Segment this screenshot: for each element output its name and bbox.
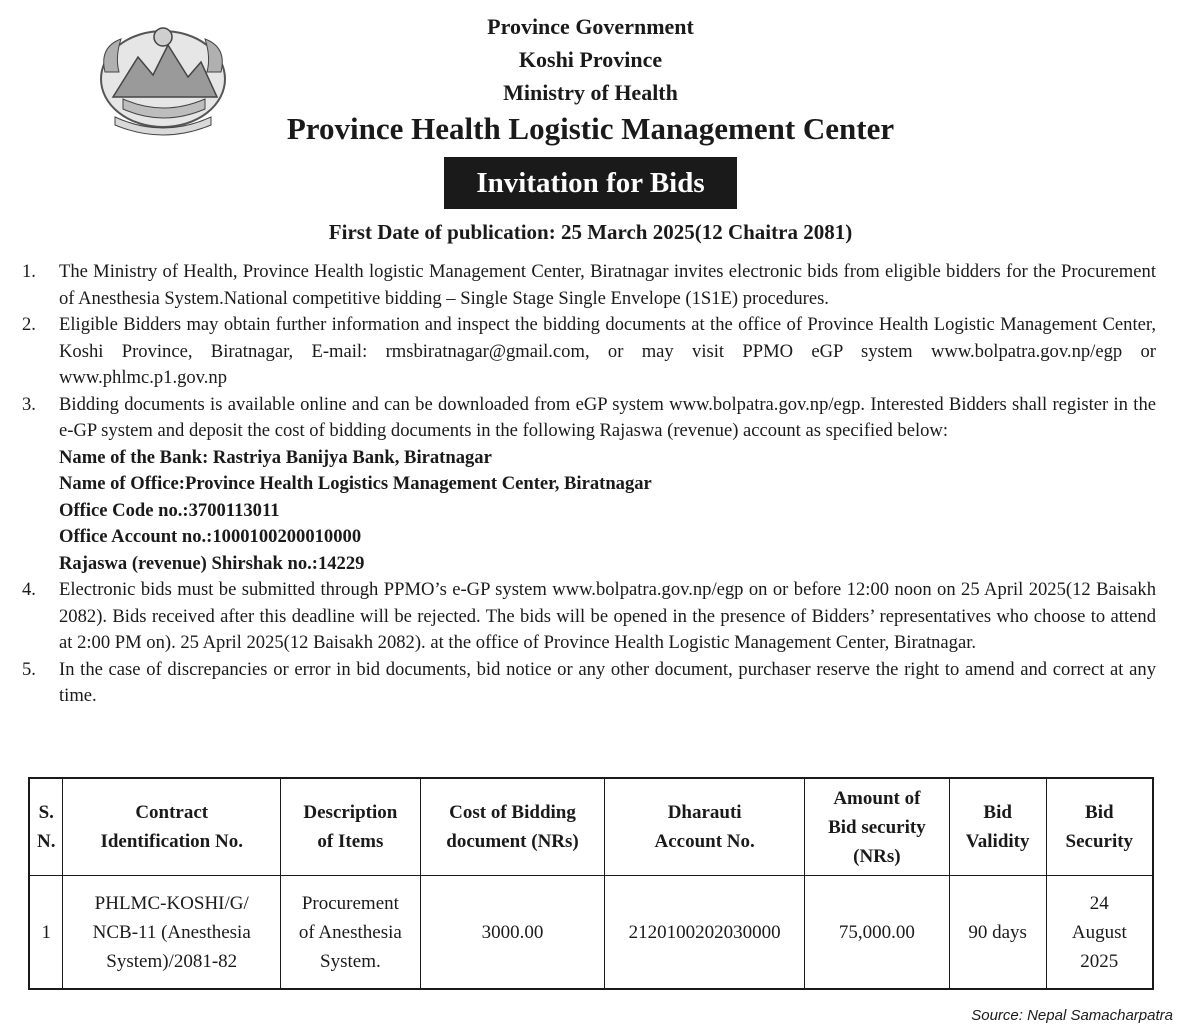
item-number: 1. — [22, 261, 36, 282]
header-sn: S. N. — [29, 778, 63, 876]
item-text: The Ministry of Health, Province Health logistic Management Center, Biratnagar invites electronic bids from eligible bidders for the Procurement of Anesthesia System.National competitive bidding – Single Stage Single Envelope (1S1E) procedures. — [59, 261, 1156, 309]
table-row — [29, 876, 1153, 990]
header-bid-security: Bid Security — [1046, 778, 1153, 876]
header-bid-validity: Bid Validity — [949, 778, 1046, 876]
header-bid-security-amount: Amount of Bid security (NRs) — [805, 778, 950, 876]
cell-sn: 1 — [29, 876, 63, 990]
koshi-province: Koshi Province — [518, 47, 663, 72]
item-number: 5. — [22, 658, 36, 680]
list-item — [22, 259, 1156, 312]
item-number: 4. — [22, 579, 36, 600]
list-item — [22, 577, 1156, 657]
publication-date: First Date of publication: 25 March 2025(12 Chaitra 2081) — [328, 220, 853, 244]
bid-table — [28, 777, 1154, 990]
cell-contract-id: PHLMC-KOSHI/G/ NCB-11 (Anesthesia System)/2081-82 — [63, 876, 280, 990]
list-item — [22, 312, 1156, 392]
item-text: Bidding documents is available online and can be downloaded from eGP system www.bolpatra.gov.np/egp. Interested Bidders shall register in the e-GP system and deposit the cost of bidding documents in the following Rajaswa (revenue) account as specified below: — [59, 393, 1156, 441]
cell-description: Procurement of Anesthesia System. — [280, 876, 420, 990]
cell-bid-validity: 90 days — [949, 876, 1046, 990]
table-header-row — [29, 778, 1153, 876]
province-government: Province Government — [487, 14, 694, 39]
revenue-shirshak: Rajaswa (revenue) Shirshak no.:14229 — [59, 552, 365, 574]
bank-name: Name of the Bank: Rastriya Banijya Bank, Biratnagar — [59, 446, 492, 468]
notice-header — [0, 10, 1181, 247]
cell-dharauti: 2120100202030000 — [605, 876, 805, 990]
list-item — [22, 392, 1156, 578]
invitation-banner: Invitation for Bids — [444, 157, 736, 209]
item-text: Eligible Bidders may obtain further information and inspect the bidding documents at the office of Province Health Logistic Management Center, Koshi Province, Biratnagar, E-mail: rmsbiratnagar@gmail.com, or may visit PPMO eGP system www.bolpatra.gov.np/egp or www.phlmc.p1.gov.np — [59, 314, 1156, 388]
item-text: Electronic bids must be submitted through PPMO’s e-GP system www.bolpatra.gov.np/egp on or before 12:00 noon on 25 April 2025(12 Baisakh 2082). Bids received after this deadline will be rejected. The bids will be opened in the presence of Bidders’ representatives who choose to attend at 2:00 PM on). 25 April 2025(12 Baisakh 2082). at the office of Province Health Logistic Management Center, Biratnagar. — [59, 579, 1156, 653]
item-number: 2. — [22, 314, 36, 335]
header-dharauti: Dharauti Account No. — [605, 778, 805, 876]
item-number: 3. — [22, 393, 36, 415]
item-text: In the case of discrepancies or error in bid documents, bid notice or any other document, purchaser reserve the right to amend and correct at any time. — [59, 658, 1156, 706]
source-credit: Source: Nepal Samacharpatra — [971, 1007, 1173, 1024]
office-name: Name of Office:Province Health Logistics Management Center, Biratnagar — [59, 473, 652, 494]
notice-items — [22, 259, 1156, 710]
cell-bid-security-amount: 75,000.00 — [805, 876, 950, 990]
cell-cost: 3000.00 — [420, 876, 604, 990]
header-cost: Cost of Bidding document (NRs) — [420, 778, 604, 876]
center-title: Province Health Logistic Management Center — [286, 111, 895, 146]
list-item — [22, 657, 1156, 710]
header-description: Description of Items — [280, 778, 420, 876]
office-account: Office Account no.:1000100200010000 — [59, 526, 362, 547]
ministry-of-health: Ministry of Health — [503, 80, 678, 105]
cell-bid-security: 24 August 2025 — [1046, 876, 1153, 990]
office-code: Office Code no.:3700113011 — [59, 499, 280, 521]
header-contract-id: Contract Identification No. — [63, 778, 280, 876]
